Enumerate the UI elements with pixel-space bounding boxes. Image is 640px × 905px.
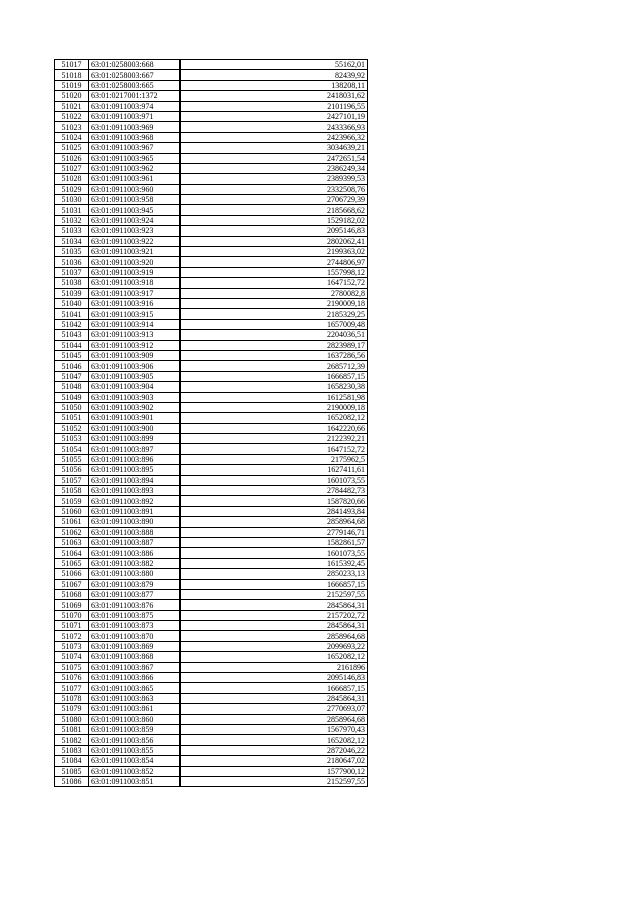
row-number-cell: 51027	[55, 163, 89, 173]
table-row	[55, 267, 368, 277]
cadastral-number-cell: 63:01:0258003:667	[89, 70, 181, 80]
row-number-cell: 51077	[55, 683, 89, 693]
cadastral-number-cell: 63:01:0911003:896	[89, 454, 181, 464]
value-cell: 1587820,66	[180, 496, 368, 506]
table-row	[55, 153, 368, 163]
row-number-cell: 51019	[55, 80, 89, 90]
cadastral-number-cell: 63:01:0911003:865	[89, 683, 181, 693]
table-row	[55, 475, 368, 485]
value-cell: 2858964,68	[180, 517, 368, 527]
row-number-cell: 51056	[55, 465, 89, 475]
cadastral-number-cell: 63:01:0911003:969	[89, 122, 181, 132]
table-row	[55, 537, 368, 547]
table-row	[55, 80, 368, 90]
row-number-cell: 51082	[55, 735, 89, 745]
cadastral-number-cell: 63:01:0911003:967	[89, 143, 181, 153]
row-number-cell: 51055	[55, 454, 89, 464]
table-row	[55, 486, 368, 496]
row-number-cell: 51071	[55, 621, 89, 631]
value-cell: 2389399,53	[180, 174, 368, 184]
table-row	[55, 132, 368, 142]
cadastral-number-cell: 63:01:0911003:856	[89, 735, 181, 745]
cadastral-number-cell: 63:01:0911003:960	[89, 184, 181, 194]
row-number-cell: 51052	[55, 423, 89, 433]
table-row	[55, 766, 368, 776]
value-cell: 2122392,21	[180, 434, 368, 444]
table-row	[55, 288, 368, 298]
row-number-cell: 51017	[55, 60, 89, 70]
cadastral-number-cell: 63:01:0911003:882	[89, 558, 181, 568]
cadastral-number-cell: 63:01:0911003:879	[89, 579, 181, 589]
table-row	[55, 205, 368, 215]
table-row	[55, 91, 368, 101]
cadastral-number-cell: 63:01:0911003:867	[89, 662, 181, 672]
table-row	[55, 257, 368, 267]
cadastral-number-cell: 63:01:0911003:886	[89, 548, 181, 558]
value-cell: 1652082,12	[180, 413, 368, 423]
value-cell: 1666857,15	[180, 371, 368, 381]
row-number-cell: 51031	[55, 205, 89, 215]
cadastral-number-cell: 63:01:0911003:916	[89, 298, 181, 308]
value-cell: 82439,92	[180, 70, 368, 80]
cadastral-number-cell: 63:01:0911003:961	[89, 174, 181, 184]
value-cell: 1567970,43	[180, 725, 368, 735]
cadastral-number-cell: 63:01:0911003:917	[89, 288, 181, 298]
cadastral-number-cell: 63:01:0911003:900	[89, 423, 181, 433]
cadastral-number-cell: 63:01:0911003:877	[89, 589, 181, 599]
table-row	[55, 215, 368, 225]
row-number-cell: 51041	[55, 309, 89, 319]
table-row	[55, 631, 368, 641]
cadastral-number-cell: 63:01:0911003:894	[89, 475, 181, 485]
row-number-cell: 51081	[55, 725, 89, 735]
cadastral-number-cell: 63:01:0258003:665	[89, 80, 181, 90]
value-cell: 1601073,55	[180, 475, 368, 485]
row-number-cell: 51073	[55, 641, 89, 651]
value-cell: 138208,11	[180, 80, 368, 90]
row-number-cell: 51032	[55, 215, 89, 225]
value-cell: 2784482,73	[180, 486, 368, 496]
table-row	[55, 735, 368, 745]
value-cell: 2175962,5	[180, 454, 368, 464]
table-row	[55, 101, 368, 111]
value-cell: 2802062,41	[180, 236, 368, 246]
cadastral-number-cell: 63:01:0911003:888	[89, 527, 181, 537]
value-cell: 1615392,45	[180, 558, 368, 568]
table-row	[55, 641, 368, 651]
table-row	[55, 517, 368, 527]
table-row	[55, 621, 368, 631]
row-number-cell: 51067	[55, 579, 89, 589]
row-number-cell: 51050	[55, 402, 89, 412]
value-cell: 2872046,22	[180, 745, 368, 755]
row-number-cell: 51033	[55, 226, 89, 236]
row-number-cell: 51022	[55, 111, 89, 121]
table-row	[55, 195, 368, 205]
value-cell: 2152597,55	[180, 776, 368, 786]
row-number-cell: 51079	[55, 704, 89, 714]
value-cell: 1647152,72	[180, 278, 368, 288]
value-cell: 2744806,97	[180, 257, 368, 267]
table-row	[55, 340, 368, 350]
cadastral-number-cell: 63:01:0911003:914	[89, 319, 181, 329]
value-cell: 3034639,21	[180, 143, 368, 153]
row-number-cell: 51061	[55, 517, 89, 527]
cadastral-number-cell: 63:01:0911003:913	[89, 330, 181, 340]
table-row	[55, 652, 368, 662]
value-cell: 2685712,39	[180, 361, 368, 371]
row-number-cell: 51030	[55, 195, 89, 205]
value-cell: 1666857,15	[180, 683, 368, 693]
row-number-cell: 51085	[55, 766, 89, 776]
value-cell: 1652082,12	[180, 735, 368, 745]
table-row	[55, 163, 368, 173]
table-row	[55, 465, 368, 475]
value-cell: 2332508,76	[180, 184, 368, 194]
row-number-cell: 51063	[55, 537, 89, 547]
cadastral-number-cell: 63:01:0911003:923	[89, 226, 181, 236]
value-cell: 1652082,12	[180, 652, 368, 662]
cadastral-number-cell: 63:01:0911003:924	[89, 215, 181, 225]
cadastral-number-cell: 63:01:0911003:965	[89, 153, 181, 163]
table-row	[55, 226, 368, 236]
table-row	[55, 683, 368, 693]
row-number-cell: 51066	[55, 569, 89, 579]
row-number-cell: 51058	[55, 486, 89, 496]
cadastral-number-cell: 63:01:0911003:901	[89, 413, 181, 423]
cadastral-number-cell: 63:01:0911003:880	[89, 569, 181, 579]
table-row	[55, 589, 368, 599]
cadastral-number-cell: 63:01:0911003:890	[89, 517, 181, 527]
row-number-cell: 51047	[55, 371, 89, 381]
row-number-cell: 51051	[55, 413, 89, 423]
value-cell: 55162,01	[180, 60, 368, 70]
cadastral-number-cell: 63:01:0911003:920	[89, 257, 181, 267]
value-cell: 2845864,31	[180, 600, 368, 610]
row-number-cell: 51057	[55, 475, 89, 485]
table-row	[55, 174, 368, 184]
cadastral-number-cell: 63:01:0911003:861	[89, 704, 181, 714]
cadastral-number-cell: 63:01:0911003:918	[89, 278, 181, 288]
value-cell: 2095146,83	[180, 226, 368, 236]
cadastral-number-cell: 63:01:0911003:887	[89, 537, 181, 547]
value-cell: 2433366,93	[180, 122, 368, 132]
row-number-cell: 51075	[55, 662, 89, 672]
row-number-cell: 51074	[55, 652, 89, 662]
cadastral-number-cell: 63:01:0911003:868	[89, 652, 181, 662]
table-row	[55, 558, 368, 568]
cadastral-number-cell: 63:01:0911003:921	[89, 247, 181, 257]
value-cell: 2101196,55	[180, 101, 368, 111]
table-row	[55, 423, 368, 433]
value-cell: 1612581,98	[180, 392, 368, 402]
row-number-cell: 51080	[55, 714, 89, 724]
row-number-cell: 51039	[55, 288, 89, 298]
table-row	[55, 111, 368, 121]
value-cell: 2095146,83	[180, 673, 368, 683]
cadastral-number-cell: 63:01:0911003:915	[89, 309, 181, 319]
row-number-cell: 51049	[55, 392, 89, 402]
cadastral-number-cell: 63:01:0911003:922	[89, 236, 181, 246]
cadastral-number-cell: 63:01:0911003:905	[89, 371, 181, 381]
cadastral-number-cell: 63:01:0911003:958	[89, 195, 181, 205]
row-number-cell: 51048	[55, 382, 89, 392]
table-row	[55, 548, 368, 558]
row-number-cell: 51059	[55, 496, 89, 506]
cadastral-number-cell: 63:01:0911003:945	[89, 205, 181, 215]
row-number-cell: 51086	[55, 776, 89, 786]
table-row	[55, 392, 368, 402]
value-cell: 2779146,71	[180, 527, 368, 537]
value-cell: 2770693,07	[180, 704, 368, 714]
row-number-cell: 51045	[55, 350, 89, 360]
table-row	[55, 361, 368, 371]
row-number-cell: 51026	[55, 153, 89, 163]
row-number-cell: 51054	[55, 444, 89, 454]
table-row	[55, 527, 368, 537]
table-row	[55, 673, 368, 683]
value-cell: 2099693,22	[180, 641, 368, 651]
cadastral-number-cell: 63:01:0911003:852	[89, 766, 181, 776]
row-number-cell: 51072	[55, 631, 89, 641]
value-cell: 1647152,72	[180, 444, 368, 454]
table-row	[55, 143, 368, 153]
value-cell: 2427101,19	[180, 111, 368, 121]
table-row	[55, 725, 368, 735]
cadastral-number-cell: 63:01:0911003:892	[89, 496, 181, 506]
cadastral-number-cell: 63:01:0911003:906	[89, 361, 181, 371]
cadastral-number-cell: 63:01:0217001:1372	[89, 91, 181, 101]
table-row	[55, 298, 368, 308]
cadastral-number-cell: 63:01:0911003:859	[89, 725, 181, 735]
value-cell: 1627411,61	[180, 465, 368, 475]
cadastral-number-cell: 63:01:0911003:895	[89, 465, 181, 475]
row-number-cell: 51037	[55, 267, 89, 277]
value-cell: 1666857,15	[180, 579, 368, 589]
cadastral-number-cell: 63:01:0911003:873	[89, 621, 181, 631]
row-number-cell: 51042	[55, 319, 89, 329]
row-number-cell: 51078	[55, 693, 89, 703]
table-row	[55, 382, 368, 392]
row-number-cell: 51084	[55, 756, 89, 766]
table-row	[55, 600, 368, 610]
row-number-cell: 51023	[55, 122, 89, 132]
value-cell: 1601073,55	[180, 548, 368, 558]
row-number-cell: 51024	[55, 132, 89, 142]
cadastral-number-cell: 63:01:0911003:869	[89, 641, 181, 651]
value-cell: 2780082,8	[180, 288, 368, 298]
table-row	[55, 350, 368, 360]
table-row	[55, 662, 368, 672]
value-cell: 2199363,02	[180, 247, 368, 257]
cadastral-number-cell: 63:01:0911003:919	[89, 267, 181, 277]
table-row	[55, 330, 368, 340]
row-number-cell: 51083	[55, 745, 89, 755]
cadastral-number-cell: 63:01:0911003:912	[89, 340, 181, 350]
value-cell: 2841493,84	[180, 506, 368, 516]
value-cell: 1577900,12	[180, 766, 368, 776]
row-number-cell: 51043	[55, 330, 89, 340]
value-cell: 1529182,02	[180, 215, 368, 225]
value-cell: 1557998,12	[180, 267, 368, 277]
cadastral-value-table	[54, 59, 368, 787]
table-row	[55, 506, 368, 516]
cadastral-number-cell: 63:01:0911003:971	[89, 111, 181, 121]
cadastral-number-cell: 63:01:0911003:876	[89, 600, 181, 610]
row-number-cell: 51021	[55, 101, 89, 111]
value-cell: 2204036,51	[180, 330, 368, 340]
table-row	[55, 569, 368, 579]
cadastral-number-cell: 63:01:0911003:904	[89, 382, 181, 392]
table-row	[55, 693, 368, 703]
row-number-cell: 51018	[55, 70, 89, 80]
row-number-cell: 51035	[55, 247, 89, 257]
table-row	[55, 444, 368, 454]
row-number-cell: 51065	[55, 558, 89, 568]
row-number-cell: 51062	[55, 527, 89, 537]
value-cell: 2423966,32	[180, 132, 368, 142]
table-row	[55, 319, 368, 329]
cadastral-number-cell: 63:01:0911003:974	[89, 101, 181, 111]
table-row	[55, 371, 368, 381]
value-cell: 2845864,31	[180, 693, 368, 703]
cadastral-number-cell: 63:01:0911003:893	[89, 486, 181, 496]
value-cell: 2850233,13	[180, 569, 368, 579]
table-row	[55, 579, 368, 589]
value-cell: 2823989,17	[180, 340, 368, 350]
value-cell: 2180647,02	[180, 756, 368, 766]
cadastral-number-cell: 63:01:0911003:968	[89, 132, 181, 142]
cadastral-number-cell: 63:01:0911003:854	[89, 756, 181, 766]
table-row	[55, 278, 368, 288]
table-row	[55, 454, 368, 464]
row-number-cell: 51044	[55, 340, 89, 350]
table-row	[55, 434, 368, 444]
value-cell: 2858964,68	[180, 631, 368, 641]
value-cell: 1642220,66	[180, 423, 368, 433]
value-cell: 2858964,68	[180, 714, 368, 724]
value-cell: 1582861,57	[180, 537, 368, 547]
value-cell: 2152597,55	[180, 589, 368, 599]
row-number-cell: 51025	[55, 143, 89, 153]
cadastral-number-cell: 63:01:0911003:909	[89, 350, 181, 360]
row-number-cell: 51070	[55, 610, 89, 620]
value-cell: 2190009,18	[180, 402, 368, 412]
cadastral-number-cell: 63:01:0911003:860	[89, 714, 181, 724]
row-number-cell: 51046	[55, 361, 89, 371]
table-row	[55, 610, 368, 620]
value-cell: 2157202,72	[180, 610, 368, 620]
table-row	[55, 122, 368, 132]
row-number-cell: 51036	[55, 257, 89, 267]
value-cell: 2161896	[180, 662, 368, 672]
value-cell: 2472651,54	[180, 153, 368, 163]
row-number-cell: 51029	[55, 184, 89, 194]
value-cell: 2418031,62	[180, 91, 368, 101]
cadastral-number-cell: 63:01:0911003:875	[89, 610, 181, 620]
value-cell: 1657009,48	[180, 319, 368, 329]
row-number-cell: 51028	[55, 174, 89, 184]
value-cell: 2190009,18	[180, 298, 368, 308]
table-row	[55, 704, 368, 714]
value-cell: 2845864,31	[180, 621, 368, 631]
row-number-cell: 51034	[55, 236, 89, 246]
row-number-cell: 51076	[55, 673, 89, 683]
value-cell: 2386249,34	[180, 163, 368, 173]
cadastral-number-cell: 63:01:0911003:902	[89, 402, 181, 412]
row-number-cell: 51053	[55, 434, 89, 444]
value-cell: 1637286,56	[180, 350, 368, 360]
table-row	[55, 70, 368, 80]
table-row	[55, 236, 368, 246]
table-row	[55, 402, 368, 412]
table-row	[55, 247, 368, 257]
table-body	[55, 60, 368, 787]
value-cell: 2185668,62	[180, 205, 368, 215]
table-row	[55, 413, 368, 423]
value-cell: 2185329,25	[180, 309, 368, 319]
row-number-cell: 51064	[55, 548, 89, 558]
cadastral-number-cell: 63:01:0911003:855	[89, 745, 181, 755]
cadastral-number-cell: 63:01:0258003:668	[89, 60, 181, 70]
row-number-cell: 51038	[55, 278, 89, 288]
row-number-cell: 51020	[55, 91, 89, 101]
table-row	[55, 756, 368, 766]
table-row	[55, 60, 368, 70]
cadastral-number-cell: 63:01:0911003:870	[89, 631, 181, 641]
row-number-cell: 51060	[55, 506, 89, 516]
cadastral-number-cell: 63:01:0911003:903	[89, 392, 181, 402]
table-row	[55, 745, 368, 755]
cadastral-number-cell: 63:01:0911003:851	[89, 776, 181, 786]
value-cell: 2706729,39	[180, 195, 368, 205]
table-row	[55, 184, 368, 194]
cadastral-number-cell: 63:01:0911003:899	[89, 434, 181, 444]
row-number-cell: 51040	[55, 298, 89, 308]
cadastral-number-cell: 63:01:0911003:891	[89, 506, 181, 516]
row-number-cell: 51069	[55, 600, 89, 610]
table-row	[55, 496, 368, 506]
cadastral-number-cell: 63:01:0911003:897	[89, 444, 181, 454]
cadastral-number-cell: 63:01:0911003:962	[89, 163, 181, 173]
cadastral-number-cell: 63:01:0911003:866	[89, 673, 181, 683]
table-row	[55, 714, 368, 724]
value-cell: 1658230,38	[180, 382, 368, 392]
row-number-cell: 51068	[55, 589, 89, 599]
table-row	[55, 309, 368, 319]
table-row	[55, 776, 368, 786]
cadastral-number-cell: 63:01:0911003:863	[89, 693, 181, 703]
